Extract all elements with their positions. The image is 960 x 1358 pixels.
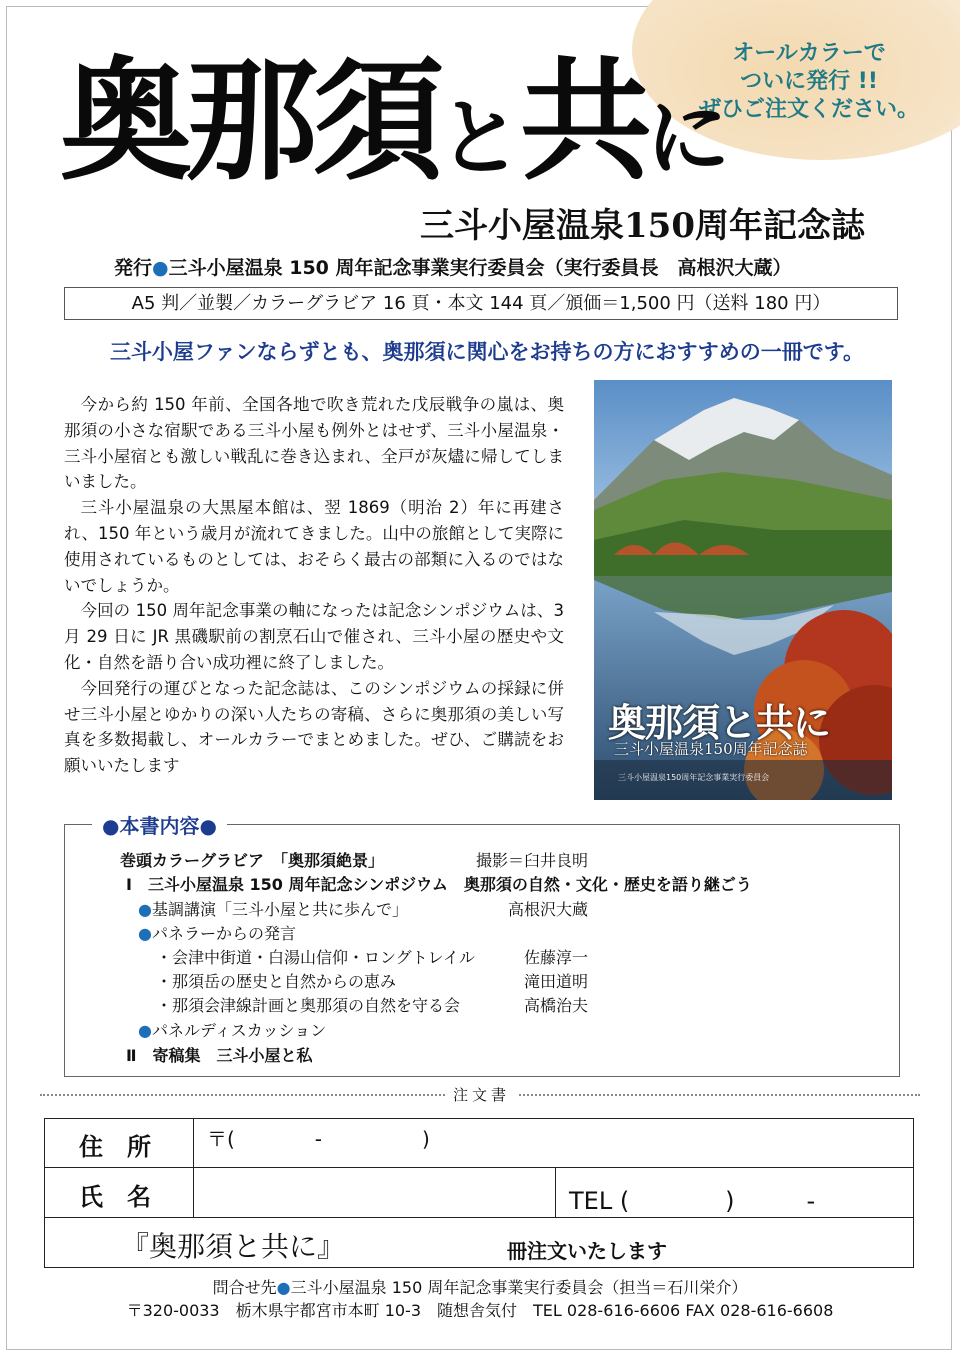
title-part-4: に: [646, 88, 729, 187]
recommend-headline: 三斗小屋ファンならずとも、奥那須に関心をお持ちの方におすすめの一冊です。: [109, 340, 865, 364]
part1-label: Ⅰ 三斗小屋温泉 150 周年記念シンポジウム 奥那須の自然・文化・歴史を語り継ごう: [126, 875, 752, 894]
bullet-icon: ●: [138, 900, 152, 919]
talk-speaker-2: 滝田道明: [524, 972, 589, 991]
gravure-credit: 撮影＝臼井良明: [476, 851, 589, 870]
keynote-title: 基調講演「三斗小屋と共に歩んで」: [151, 900, 408, 919]
panel-title: パネラーからの発言: [151, 924, 296, 943]
talk-title-1: ・会津中街道・白湯山信仰・ロングトレイル: [156, 948, 475, 967]
promo-line-1: オールカラーで: [732, 41, 886, 66]
title-part-2: と: [438, 88, 521, 187]
discussion-title: パネルディスカッション: [151, 1021, 327, 1040]
order-heading: 注文書: [445, 1084, 518, 1105]
address-field[interactable]: 〒( - ): [207, 1127, 430, 1151]
name-label: 氏 名: [79, 1183, 151, 1211]
body-text: [64, 392, 564, 779]
col-divider: [555, 1167, 556, 1217]
talk-title-3: ・那須会津線計画と奥那須の自然を守る会: [156, 996, 461, 1015]
title-part-1: 奥那須: [60, 44, 438, 199]
bullet-icon: ●: [152, 257, 169, 279]
part2-label: Ⅱ 寄稿集 三斗小屋と私: [126, 1046, 313, 1065]
panel-item: [138, 921, 296, 944]
cover-subtitle: 三斗小屋温泉150周年記念誌: [614, 740, 808, 758]
order-text: 冊注文いたします: [507, 1239, 667, 1263]
keynote-item: [138, 897, 408, 920]
body-paragraph-1: 今から約 150 年前、全国各地で吹き荒れた戊辰戦争の嵐は、奥那須の小さな宿駅である三斗小屋も例外とはせず、三斗小屋温泉・三斗小屋宿とも激しい戦乱に巻き込まれ、全戸が灰燼に帰してしまいました。: [64, 395, 564, 492]
spec-box: A5 判／並製／カラーグラビア 16 頁・本文 144 頁／頒価＝1,500 円（送料 180 円）: [64, 287, 898, 320]
body-paragraph-2: 三斗小屋温泉の大黒屋本館は、翌 1869（明治 2）年に再建され、150 年という歳月が流れてきました。山中の旅館として実際に使用されているものとしては、おそらく最古の部類に入るのではないでしょうか。: [64, 498, 564, 595]
inquiry-text: 三斗小屋温泉 150 周年記念事業実行委員会（担当＝石川栄介）: [290, 1278, 748, 1297]
talk-speaker-1: 佐藤淳一: [524, 948, 589, 967]
row-divider: [45, 1217, 913, 1218]
inquiry-prefix: 問合せ先: [212, 1278, 277, 1297]
book-subtitle: 三斗小屋温泉150周年記念誌: [420, 206, 865, 246]
cover-title: 奥那須と共に: [608, 700, 831, 745]
book-title: [60, 44, 729, 208]
gravure-label: 巻頭カラーグラビア 「奥那須絶景」: [120, 851, 385, 870]
contact-address: 〒320-0033 栃木県宇都宮市本町 10-3 随想舎気付 TEL 028-616-6606 FAX 028-616-6608: [126, 1301, 834, 1320]
order-book-title: 『奥那須と共に』: [121, 1230, 346, 1263]
keynote-speaker: 高根沢大蔵: [508, 900, 589, 919]
promo-line-3: ぜひご注文ください。: [698, 97, 919, 122]
inquiry-line: [0, 1275, 960, 1298]
publisher-text: 三斗小屋温泉 150 周年記念事業実行委員会（実行委員長 高根沢大蔵）: [168, 257, 792, 279]
bullet-icon: ●: [276, 1278, 291, 1297]
publisher-line: [114, 253, 792, 280]
book-cover-image: [594, 380, 892, 800]
bullet-icon: ●: [138, 924, 152, 943]
body-paragraph-4: 今回発行の運びとなった記念誌は、このシンポジウムの採録に併せ三斗小屋とゆかりの深い人たちの寄稿、さらに奥那須の美しい写真を多数掲載し、オールカラーでまとめました。ぜひ、ご購読をお願いいたします: [64, 678, 564, 776]
cover-publisher: 三斗小屋温泉150周年記念事業実行委員会: [618, 773, 770, 782]
bullet-icon: ●: [138, 1021, 152, 1040]
promo-line-2: ついに発行 !!: [740, 69, 878, 94]
talk-title-2: ・那須岳の歴史と自然からの恵み: [156, 972, 397, 991]
order-form: [44, 1118, 914, 1268]
address-label: 住 所: [79, 1133, 151, 1161]
name-field[interactable]: [195, 1169, 553, 1215]
body-paragraph-3: 今回の 150 周年記念事業の軸になったは記念シンポジウムは、3 月 29 日に JR 黒磯駅前の割烹石山で催され、三斗小屋の歴史や文化・自然を語り合い成功裡に終了しました。: [64, 601, 564, 672]
title-part-3: 共: [520, 44, 647, 199]
contents-heading: ●本書内容●: [92, 810, 227, 839]
talk-speaker-3: 高橋治夫: [524, 996, 589, 1015]
row-divider: [45, 1167, 913, 1168]
quantity-field[interactable]: [405, 1223, 501, 1263]
discussion-item: [138, 1018, 326, 1041]
col-divider: [193, 1119, 194, 1217]
tel-field[interactable]: TEL ( ) -: [569, 1187, 816, 1215]
publisher-prefix: 発行: [114, 257, 153, 279]
